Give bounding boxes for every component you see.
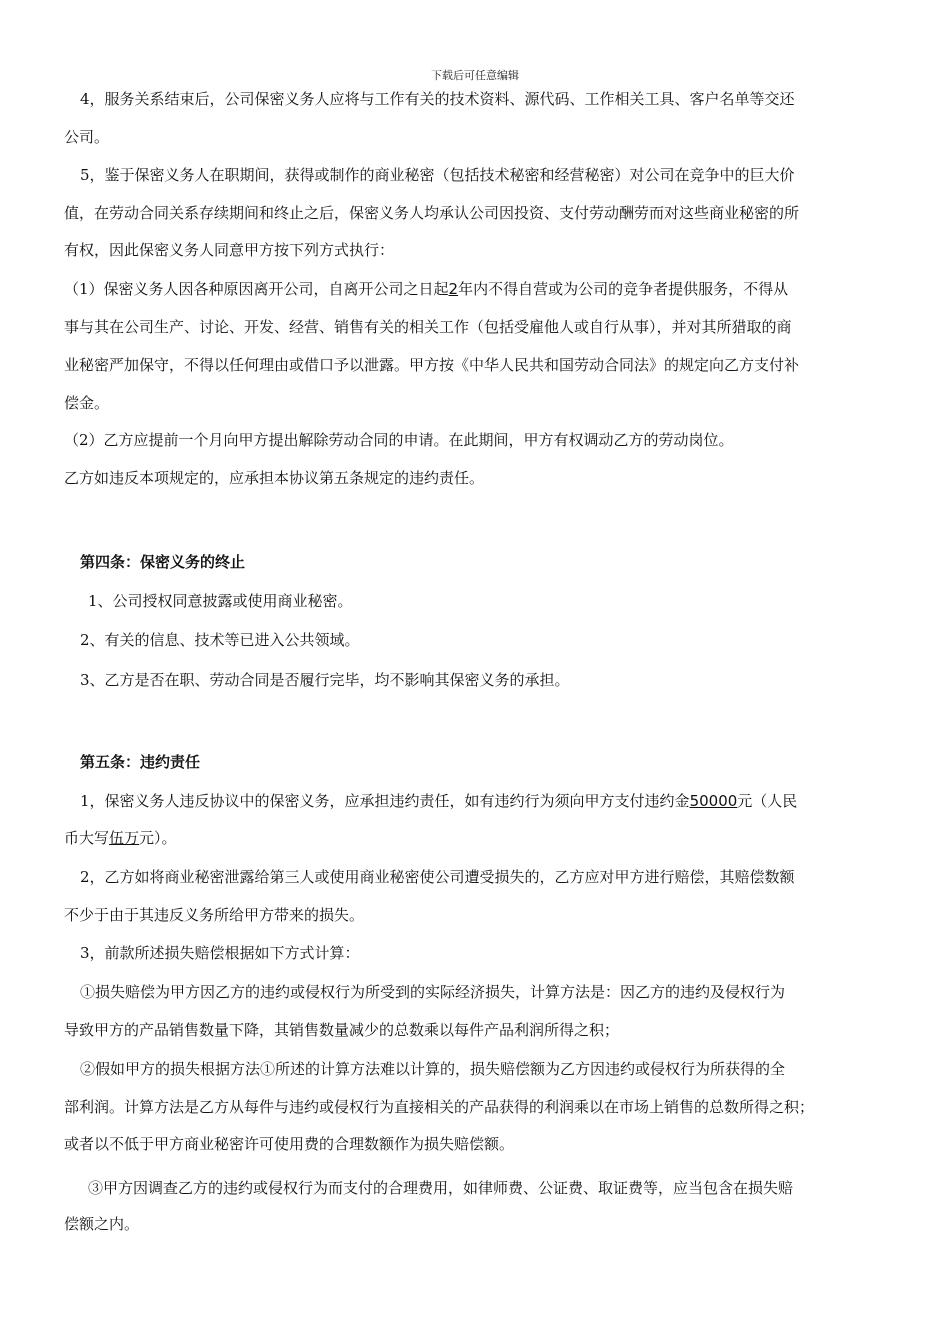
calc-method-3-line-2: 偿额之内。: [64, 1215, 140, 1233]
para-4-line-2: 公司。: [64, 128, 110, 146]
calc-method-1-line-1: ①损失赔偿为甲方因乙方的违约或侵权行为所受到的实际经济损失，计算方法是：因乙方的违约及侵权行为: [80, 983, 786, 1001]
article-5-p1-pre: 1，保密义务人违反协议中的保密义务，应承担违约责任，如有违约行为须向甲方支付违约金: [80, 792, 690, 810]
item-1-line-3: 业秘密严加保守，不得以任何理由或借口予以泄露。甲方按《中华人民共和国劳动合同法》的规定向乙方支付补: [64, 356, 800, 374]
calc-method-2-line-3: 或者以不低于甲方商业秘密许可使用费的合理数额作为损失赔偿额。: [64, 1135, 515, 1153]
article-5-p1-post: 元（人民: [737, 792, 798, 810]
item-1-line-2: 事与其在公司生产、讨论、开发、经营、销售有关的相关工作（包括受雇他人或自行从事），并对其所猎取的商: [64, 318, 792, 336]
calc-method-1-line-2: 导致甲方的产品销售数量下降，其销售数量减少的总数乘以每件产品利润所得之积；: [64, 1021, 620, 1039]
calc-method-2-line-1: ②假如甲方的损失根据方法①所述的计算方法难以计算的，损失赔偿额为乙方因违约或侵权行为所获得的全: [80, 1060, 786, 1078]
article-5-p1-line-1: [80, 791, 797, 811]
penalty-amount-words: 伍万: [109, 829, 140, 847]
article-5-p2-line-1: 2，乙方如将商业秘密泄露给第三人或使用商业秘密使公司遭受损失的，乙方应对甲方进行赔偿，其赔偿数额: [80, 868, 795, 886]
calc-method-2-line-2: 部利润。计算方法是乙方从每件与违约或侵权行为直接相关的产品获得的利润乘以在市场上销售的总数所得之积；: [64, 1098, 815, 1116]
page-header: 下载后可任意编辑: [431, 69, 519, 82]
para-5-line-2: 值，在劳动合同关系存续期间和终止之后，保密义务人均承认公司因投资、支付劳动酬劳而对这些商业秘密的所: [64, 204, 800, 222]
item-1-line-1: [64, 279, 788, 299]
item-1-text-pre: （1）保密义务人因各种原因离开公司，自离开公司之日起: [64, 280, 449, 298]
article-5-p1-line2-pre: 币大写: [64, 829, 110, 847]
article-5-p2-line-2: 不少于由于其违反义务所给甲方带来的损失。: [64, 906, 365, 924]
article-4-p2: 2、有关的信息、技术等已进入公共领域。: [80, 631, 360, 649]
para-5-line-3: 有权，因此保密义务人同意甲方按下列方式执行：: [64, 241, 395, 259]
item-1-line-4: 偿金。: [64, 394, 110, 412]
article-4-title: 第四条：保密义务的终止: [80, 553, 246, 571]
article-5-p1-line2-post: 元）。: [139, 829, 177, 847]
breach-note: 乙方如违反本项规定的，应承担本协议第五条规定的违约责任。: [64, 469, 485, 487]
penalty-amount: 50000: [689, 792, 738, 810]
item-2: （2）乙方应提前一个月向甲方提出解除劳动合同的申请。在此期间，甲方有权调动乙方的劳动岗位。: [64, 431, 734, 449]
para-5-line-1: 5，鉴于保密义务人在职期间，获得或制作的商业秘密（包括技术秘密和经营秘密）对公司在竞争中的巨大价: [80, 166, 795, 184]
article-5-p1-line-2: [64, 828, 177, 848]
calc-method-3-line-1: ③甲方因调查乙方的违约或侵权行为而支付的合理费用，如律师费、公证费、取证费等，应当包含在损失赔: [88, 1179, 794, 1197]
item-1-text-post: 年内不得自营或为公司的竞争者提供服务，不得从: [458, 280, 789, 298]
article-5-p3: 3，前款所述损失赔偿根据如下方式计算：: [80, 944, 360, 962]
article-4-p3: 3、乙方是否在职、劳动合同是否履行完毕，均不影响其保密义务的承担。: [80, 671, 570, 689]
article-5-title: 第五条：违约责任: [80, 753, 201, 771]
para-4-line-1: 4，服务关系结束后，公司保密义务人应将与工作有关的技术资料、源代码、工作相关工具、客户名单等交还: [80, 90, 795, 108]
item-1-years: 2: [448, 280, 459, 298]
article-4-p1: 1、公司授权同意披露或使用商业秘密。: [88, 592, 353, 610]
